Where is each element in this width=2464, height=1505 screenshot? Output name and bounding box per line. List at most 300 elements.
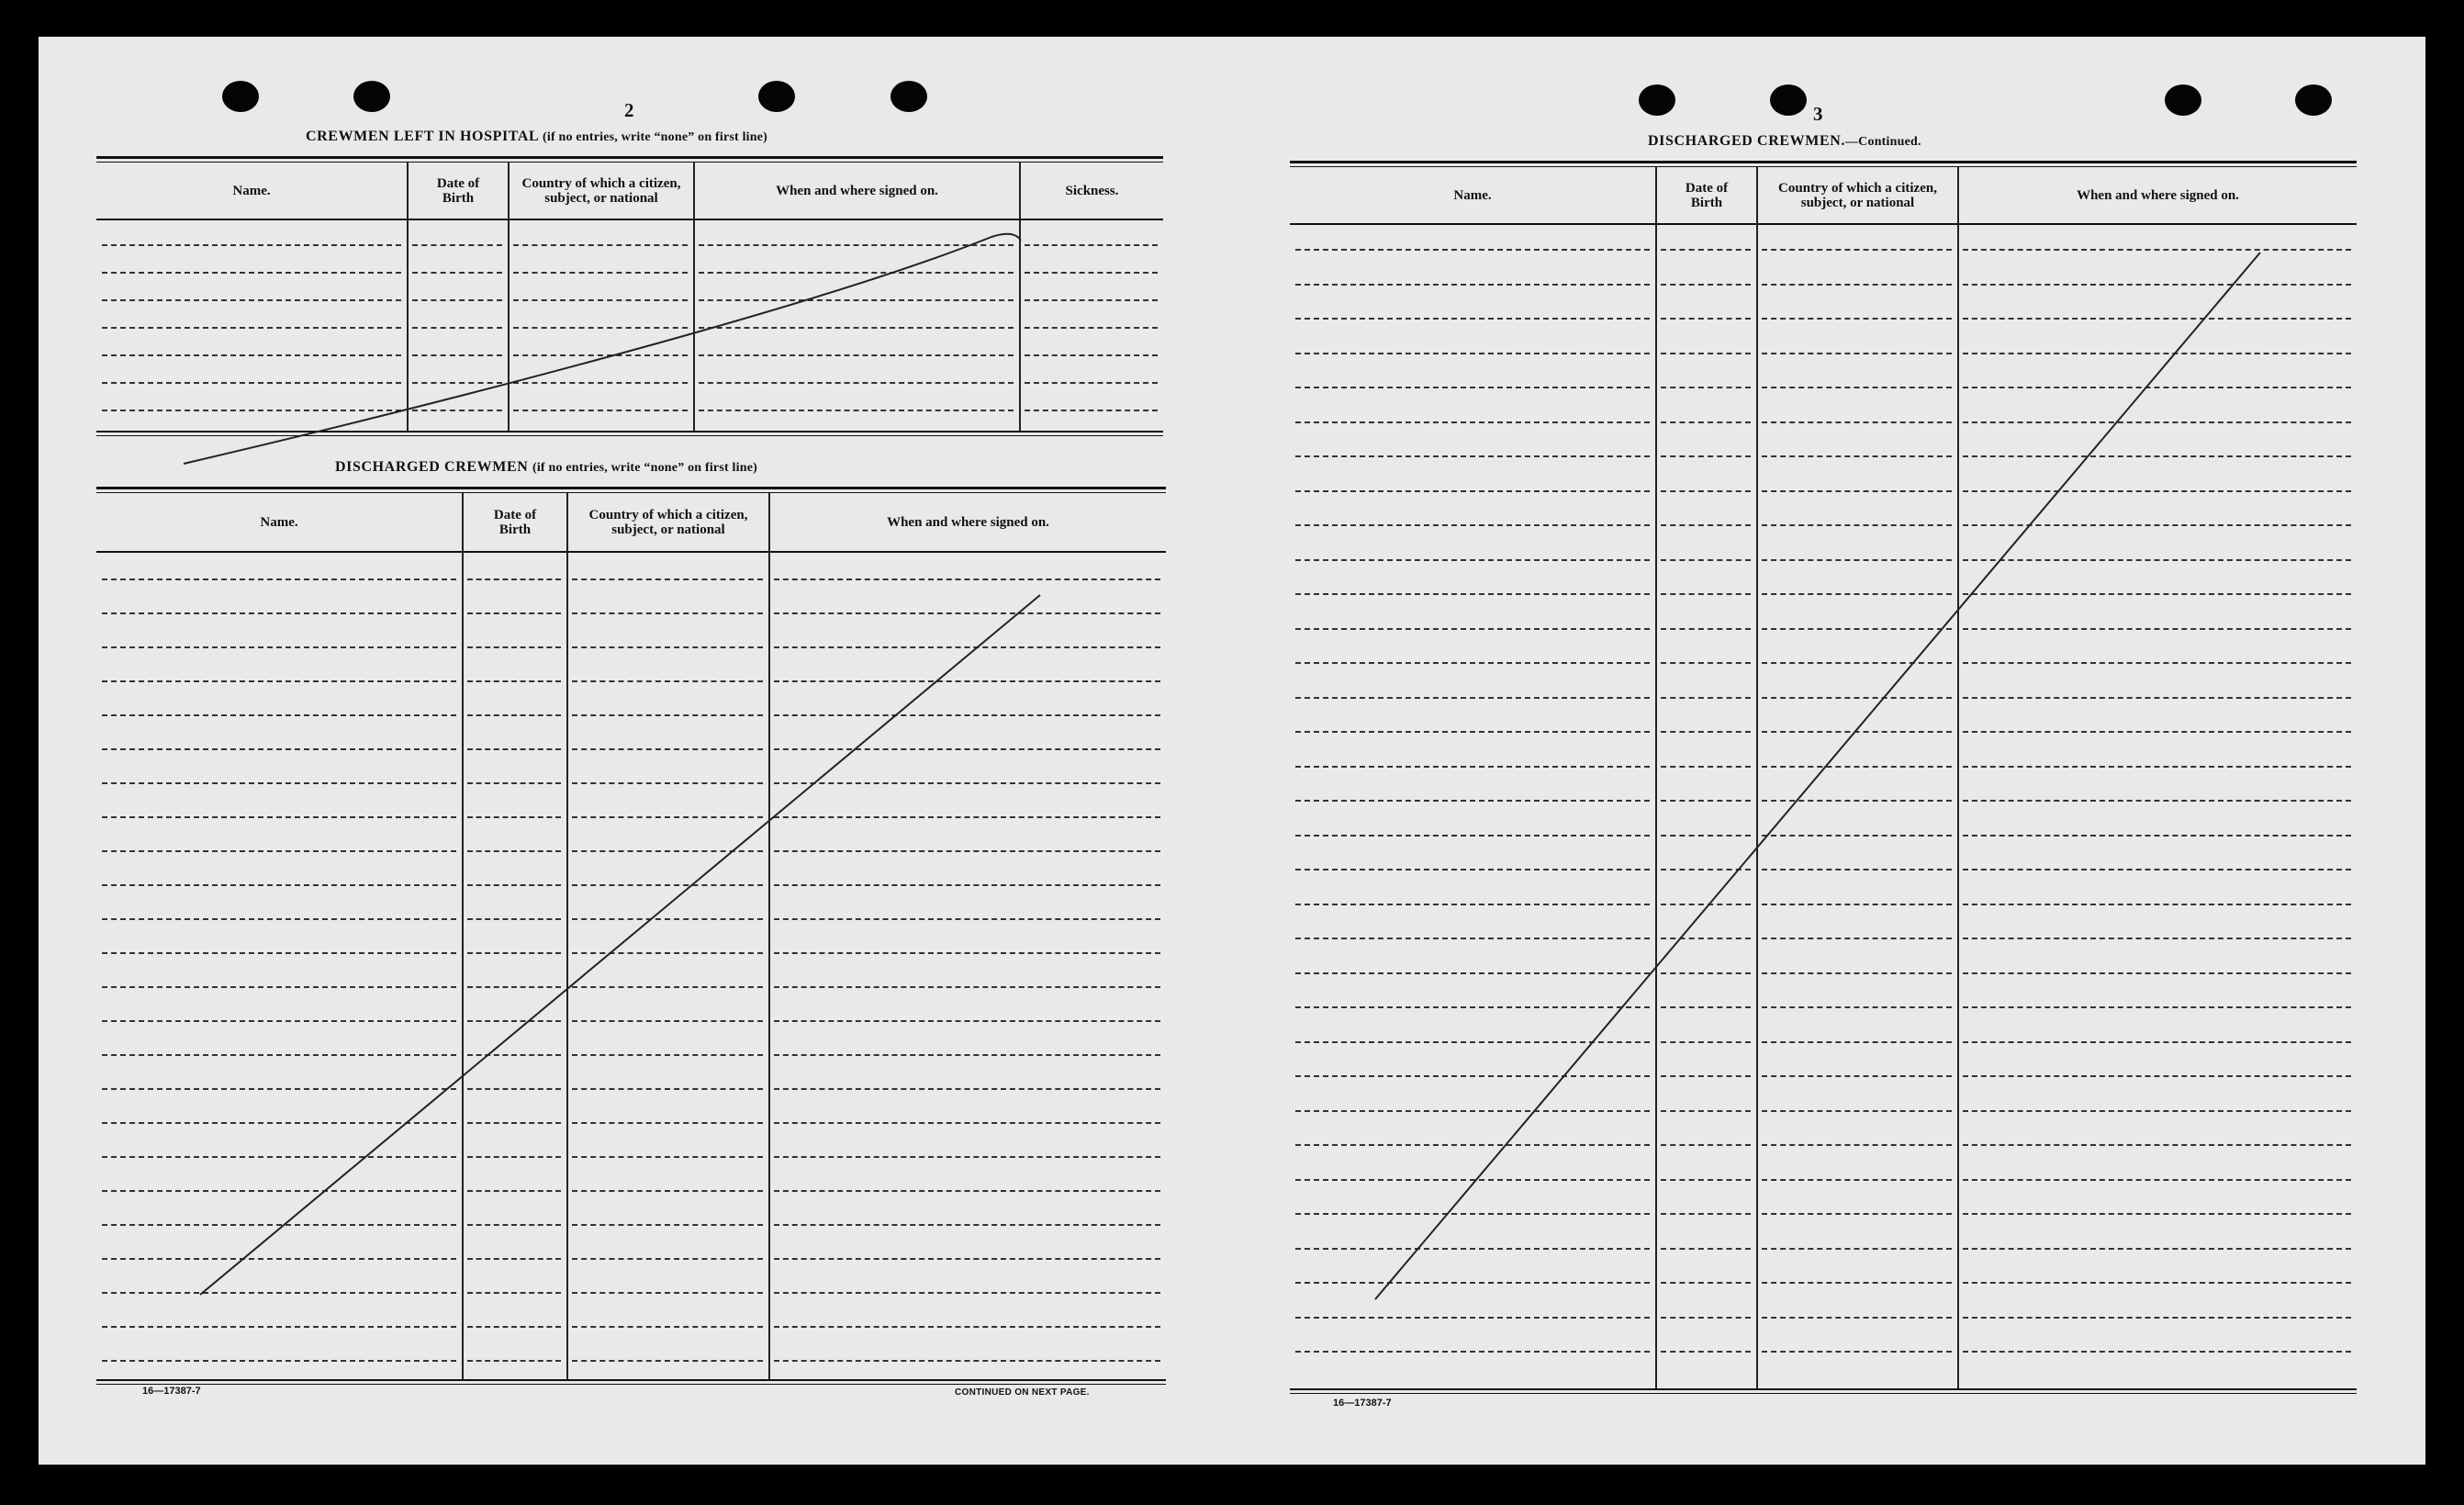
entry-line — [1762, 1351, 1952, 1353]
entry-line — [572, 612, 763, 614]
entry-line — [1025, 272, 1158, 274]
entry-line — [467, 1224, 561, 1226]
entry-line — [412, 299, 502, 301]
entry-line — [774, 612, 1160, 614]
entry-line — [412, 354, 502, 356]
entry-line — [1661, 731, 1751, 733]
entry-line — [1025, 244, 1158, 246]
entry-line — [513, 327, 688, 329]
entry-line — [699, 382, 1014, 384]
entry-line — [572, 1156, 763, 1158]
entry-line — [1661, 1006, 1751, 1008]
entry-line — [1661, 284, 1751, 286]
entry-line — [1963, 284, 2351, 286]
entry-line — [572, 1088, 763, 1090]
entry-line — [572, 680, 763, 682]
entry-line — [1762, 972, 1952, 974]
entry-line — [774, 952, 1160, 954]
entry-line — [1661, 421, 1751, 423]
entry-line — [774, 748, 1160, 750]
entry-line — [572, 986, 763, 988]
entry-line — [102, 1224, 456, 1226]
entry-line — [1661, 1144, 1751, 1146]
entry-line — [467, 1122, 561, 1124]
entry-line — [572, 1122, 763, 1124]
discharged-title-text: DISCHARGED CREWMEN — [335, 459, 529, 475]
entry-line — [1963, 353, 2351, 354]
entry-line — [102, 884, 456, 886]
entry-line — [102, 612, 456, 614]
entry-line — [102, 272, 401, 274]
entry-line — [1295, 697, 1650, 699]
entry-line — [513, 272, 688, 274]
entry-line — [1295, 1006, 1650, 1008]
entry-line — [1963, 869, 2351, 870]
entry-line — [467, 1156, 561, 1158]
entry-line — [1762, 662, 1952, 664]
entry-line — [572, 1020, 763, 1022]
entry-line — [467, 612, 561, 614]
entry-line — [1295, 387, 1650, 388]
entry-line — [1963, 559, 2351, 561]
entry-line — [102, 327, 401, 329]
entry-line — [572, 850, 763, 852]
entry-line — [1762, 1282, 1952, 1284]
entry-line — [1762, 1075, 1952, 1077]
entry-line — [572, 1190, 763, 1192]
entry-line — [1661, 387, 1751, 388]
entry-line — [1963, 249, 2351, 251]
entry-line — [467, 646, 561, 648]
entry-line — [1661, 1075, 1751, 1077]
entry-line — [1762, 1248, 1952, 1250]
entry-line — [1295, 1248, 1650, 1250]
entry-line — [1295, 249, 1650, 251]
entry-line — [1762, 628, 1952, 630]
entry-line — [102, 986, 456, 988]
discharged-continued-title — [1648, 133, 1921, 150]
entry-line — [1025, 299, 1158, 301]
entry-line — [572, 1224, 763, 1226]
entry-line — [1963, 1248, 2351, 1250]
entry-line — [1963, 387, 2351, 388]
entry-line — [1295, 318, 1650, 320]
entry-line — [774, 850, 1160, 852]
entry-line — [1661, 1179, 1751, 1181]
col-header-signed-on: When and where signed on. — [887, 515, 1049, 530]
entry-line — [572, 884, 763, 886]
entry-line — [1295, 593, 1650, 595]
entry-line — [572, 918, 763, 920]
entry-line — [1661, 455, 1751, 457]
entry-line — [1295, 1179, 1650, 1181]
entry-line — [699, 299, 1014, 301]
entry-line — [412, 327, 502, 329]
entry-line — [1295, 972, 1650, 974]
entry-line — [1963, 1006, 2351, 1008]
entry-line — [467, 782, 561, 784]
page-number-left: 2 — [624, 99, 634, 121]
entry-line — [102, 1020, 456, 1022]
entry-line — [1295, 490, 1650, 492]
entry-line — [1295, 904, 1650, 905]
entry-line — [572, 1292, 763, 1294]
entry-line — [102, 244, 401, 246]
punch-hole — [353, 81, 390, 112]
entry-line — [774, 1156, 1160, 1158]
entry-line — [102, 714, 456, 716]
entry-line — [1762, 524, 1952, 526]
punch-hole — [890, 81, 927, 112]
entry-line — [467, 1088, 561, 1090]
entry-line — [1661, 1110, 1751, 1112]
entry-line — [102, 816, 456, 818]
entry-line — [1762, 1213, 1952, 1215]
entry-line — [1295, 455, 1650, 457]
entry-line — [1295, 1351, 1650, 1353]
entry-line — [1963, 421, 2351, 423]
entry-line — [1295, 1075, 1650, 1077]
entry-line — [1295, 524, 1650, 526]
entry-line — [1762, 1144, 1952, 1146]
entry-line — [412, 410, 502, 411]
col-header-date-of-birth: Date of Birth — [493, 508, 537, 537]
entry-line — [774, 1224, 1160, 1226]
entry-line — [102, 382, 401, 384]
entry-line — [774, 1054, 1160, 1056]
punch-hole — [758, 81, 795, 112]
entry-line — [102, 1122, 456, 1124]
entry-line — [102, 782, 456, 784]
entry-line — [1762, 593, 1952, 595]
entry-line — [1025, 410, 1158, 411]
discharged-title-note: (if no entries, write “none” on first line) — [532, 461, 757, 475]
entry-line — [1963, 1144, 2351, 1146]
entry-line — [1661, 1282, 1751, 1284]
entry-line — [1762, 490, 1952, 492]
entry-line — [572, 578, 763, 580]
entry-line — [1762, 766, 1952, 768]
entry-line — [774, 986, 1160, 988]
col-header-name: Name. — [260, 515, 298, 530]
entry-line — [102, 1258, 456, 1260]
entry-line — [572, 748, 763, 750]
entry-line — [1661, 1041, 1751, 1043]
page-number-right: 3 — [1813, 103, 1823, 125]
entry-line — [1661, 1213, 1751, 1215]
entry-line — [1762, 353, 1952, 354]
entry-line — [1963, 1179, 2351, 1181]
entry-line — [1661, 1248, 1751, 1250]
entry-line — [1963, 1075, 2351, 1077]
entry-line — [1661, 1351, 1751, 1353]
entry-line — [467, 952, 561, 954]
entry-line — [1295, 662, 1650, 664]
entry-line — [1661, 353, 1751, 354]
entry-line — [572, 646, 763, 648]
entry-line — [102, 1088, 456, 1090]
entry-line — [467, 850, 561, 852]
entry-line — [1661, 766, 1751, 768]
entry-line — [1762, 1110, 1952, 1112]
entry-line — [1025, 354, 1158, 356]
entry-line — [1295, 1110, 1650, 1112]
discharged-continued-text: DISCHARGED CREWMEN. — [1648, 133, 1845, 149]
entry-line — [699, 327, 1014, 329]
entry-line — [102, 748, 456, 750]
col-header-date-of-birth: Date of Birth — [1685, 181, 1729, 210]
entry-line — [1661, 904, 1751, 905]
entry-line — [467, 1326, 561, 1328]
entry-line — [774, 646, 1160, 648]
continued-suffix: —Continued. — [1844, 135, 1921, 149]
entry-line — [467, 816, 561, 818]
entry-line — [1661, 697, 1751, 699]
entry-line — [1295, 731, 1650, 733]
col-header-country: Country of which a citizen, subject, or national — [1778, 181, 1937, 210]
entry-line — [412, 272, 502, 274]
entry-line — [1963, 455, 2351, 457]
col-header-sickness: Sickness. — [1065, 184, 1119, 198]
entry-line — [467, 918, 561, 920]
form-code-right: 16—17387-7 — [1333, 1398, 1392, 1409]
punch-hole — [222, 81, 259, 112]
entry-line — [467, 748, 561, 750]
entry-line — [1661, 800, 1751, 802]
hospital-section-title — [306, 129, 767, 145]
entry-line — [1025, 382, 1158, 384]
entry-line — [1661, 1317, 1751, 1319]
col-header-name: Name. — [1453, 188, 1492, 203]
entry-line — [1963, 1110, 2351, 1112]
entry-line — [102, 578, 456, 580]
discharged-table-right — [1290, 161, 2357, 1396]
entry-line — [102, 299, 401, 301]
entry-line — [1963, 1213, 2351, 1215]
entry-line — [102, 646, 456, 648]
entry-line — [1963, 490, 2351, 492]
entry-line — [572, 1054, 763, 1056]
entry-line — [1762, 284, 1952, 286]
entry-line — [1963, 938, 2351, 939]
entry-line — [467, 1360, 561, 1362]
entry-line — [1963, 904, 2351, 905]
entry-line — [102, 1292, 456, 1294]
entry-line — [467, 714, 561, 716]
entry-line — [1762, 1317, 1952, 1319]
entry-line — [412, 382, 502, 384]
entry-line — [102, 850, 456, 852]
entry-line — [1963, 835, 2351, 837]
entry-line — [699, 354, 1014, 356]
punch-hole — [2295, 84, 2332, 116]
entry-line — [1295, 766, 1650, 768]
entry-line — [467, 1292, 561, 1294]
entry-line — [1963, 800, 2351, 802]
entry-line — [1762, 800, 1952, 802]
entry-line — [572, 952, 763, 954]
entry-line — [467, 578, 561, 580]
entry-line — [513, 299, 688, 301]
discharged-table-left — [96, 487, 1166, 1387]
entry-line — [1963, 318, 2351, 320]
hospital-title-text: CREWMEN LEFT IN HOSPITAL — [306, 129, 539, 144]
entry-line — [1762, 559, 1952, 561]
entry-line — [1295, 421, 1650, 423]
entry-line — [412, 244, 502, 246]
entry-line — [1295, 800, 1650, 802]
entry-line — [1661, 628, 1751, 630]
punch-hole — [1639, 84, 1675, 116]
entry-line — [1295, 1317, 1650, 1319]
entry-line — [1762, 421, 1952, 423]
entry-line — [467, 1258, 561, 1260]
entry-line — [774, 1122, 1160, 1124]
entry-line — [1762, 249, 1952, 251]
entry-line — [1661, 938, 1751, 939]
entry-line — [1762, 1041, 1952, 1043]
entry-line — [102, 918, 456, 920]
entry-line — [572, 816, 763, 818]
entry-line — [1295, 1213, 1650, 1215]
entry-line — [1661, 559, 1751, 561]
entry-line — [102, 410, 401, 411]
entry-line — [699, 410, 1014, 411]
entry-line — [774, 884, 1160, 886]
entry-line — [1762, 1179, 1952, 1181]
entry-line — [1963, 731, 2351, 733]
entry-line — [1661, 490, 1751, 492]
col-header-country: Country of which a citizen, subject, or national — [588, 508, 748, 537]
entry-line — [102, 1054, 456, 1056]
entry-line — [1295, 1041, 1650, 1043]
entry-line — [513, 244, 688, 246]
entry-line — [1762, 318, 1952, 320]
col-header-signed-on: When and where signed on. — [2077, 188, 2239, 203]
punch-hole — [1770, 84, 1807, 116]
entry-line — [1661, 972, 1751, 974]
entry-line — [1295, 353, 1650, 354]
entry-line — [774, 578, 1160, 580]
entry-line — [774, 1292, 1160, 1294]
entry-line — [1963, 697, 2351, 699]
entry-line — [1762, 938, 1952, 939]
entry-line — [513, 354, 688, 356]
entry-line — [1963, 593, 2351, 595]
entry-line — [513, 410, 688, 411]
discharged-section-title — [335, 459, 757, 476]
entry-line — [467, 986, 561, 988]
entry-line — [1661, 318, 1751, 320]
col-header-country: Country of which a citizen, subject, or national — [521, 176, 681, 206]
entry-line — [1963, 766, 2351, 768]
entry-line — [1295, 835, 1650, 837]
entry-line — [1661, 249, 1751, 251]
entry-line — [1762, 835, 1952, 837]
entry-line — [1295, 628, 1650, 630]
entry-line — [572, 714, 763, 716]
entry-line — [1963, 972, 2351, 974]
entry-line — [467, 884, 561, 886]
entry-line — [774, 1258, 1160, 1260]
entry-line — [513, 382, 688, 384]
entry-line — [774, 1360, 1160, 1362]
entry-line — [102, 1190, 456, 1192]
entry-line — [1661, 524, 1751, 526]
entry-line — [102, 1360, 456, 1362]
entry-line — [1762, 1006, 1952, 1008]
entry-line — [1963, 1351, 2351, 1353]
col-header-name: Name. — [232, 184, 271, 198]
continued-note: CONTINUED ON NEXT PAGE. — [955, 1387, 1090, 1398]
entry-line — [572, 782, 763, 784]
entry-line — [1295, 559, 1650, 561]
entry-line — [102, 1156, 456, 1158]
entry-line — [1661, 869, 1751, 870]
entry-line — [102, 354, 401, 356]
col-header-date-of-birth: Date of Birth — [436, 176, 480, 206]
entry-line — [572, 1360, 763, 1362]
entry-line — [1762, 869, 1952, 870]
entry-line — [102, 680, 456, 682]
hospital-title-note: (if no entries, write “none” on first line) — [543, 130, 768, 144]
entry-line — [774, 918, 1160, 920]
entry-line — [774, 1190, 1160, 1192]
entry-line — [1661, 593, 1751, 595]
entry-line — [1025, 327, 1158, 329]
entry-line — [774, 1326, 1160, 1328]
entry-line — [102, 952, 456, 954]
entry-line — [1762, 904, 1952, 905]
entry-line — [774, 782, 1160, 784]
form-code-left: 16—17387-7 — [142, 1386, 201, 1397]
entry-line — [1762, 697, 1952, 699]
entry-line — [699, 244, 1014, 246]
entry-line — [1295, 938, 1650, 939]
entry-line — [774, 714, 1160, 716]
entry-line — [1963, 1317, 2351, 1319]
entry-line — [1295, 1282, 1650, 1284]
entry-line — [699, 272, 1014, 274]
entry-line — [467, 1190, 561, 1192]
entry-line — [1762, 387, 1952, 388]
entry-line — [1661, 835, 1751, 837]
entry-line — [774, 1088, 1160, 1090]
entry-line — [1963, 662, 2351, 664]
hospital-table — [96, 156, 1163, 436]
entry-line — [774, 680, 1160, 682]
entry-line — [572, 1258, 763, 1260]
entry-line — [774, 1020, 1160, 1022]
entry-line — [1295, 284, 1650, 286]
entry-line — [1295, 869, 1650, 870]
entry-line — [774, 816, 1160, 818]
entry-line — [1762, 731, 1952, 733]
entry-line — [1963, 628, 2351, 630]
entry-line — [1295, 1144, 1650, 1146]
entry-line — [1762, 455, 1952, 457]
entry-line — [467, 1020, 561, 1022]
entry-line — [467, 1054, 561, 1056]
entry-line — [572, 1326, 763, 1328]
entry-line — [1963, 524, 2351, 526]
entry-line — [1963, 1282, 2351, 1284]
entry-line — [467, 680, 561, 682]
col-header-signed-on: When and where signed on. — [776, 184, 938, 198]
punch-hole — [2165, 84, 2201, 116]
entry-line — [1963, 1041, 2351, 1043]
entry-line — [1661, 662, 1751, 664]
